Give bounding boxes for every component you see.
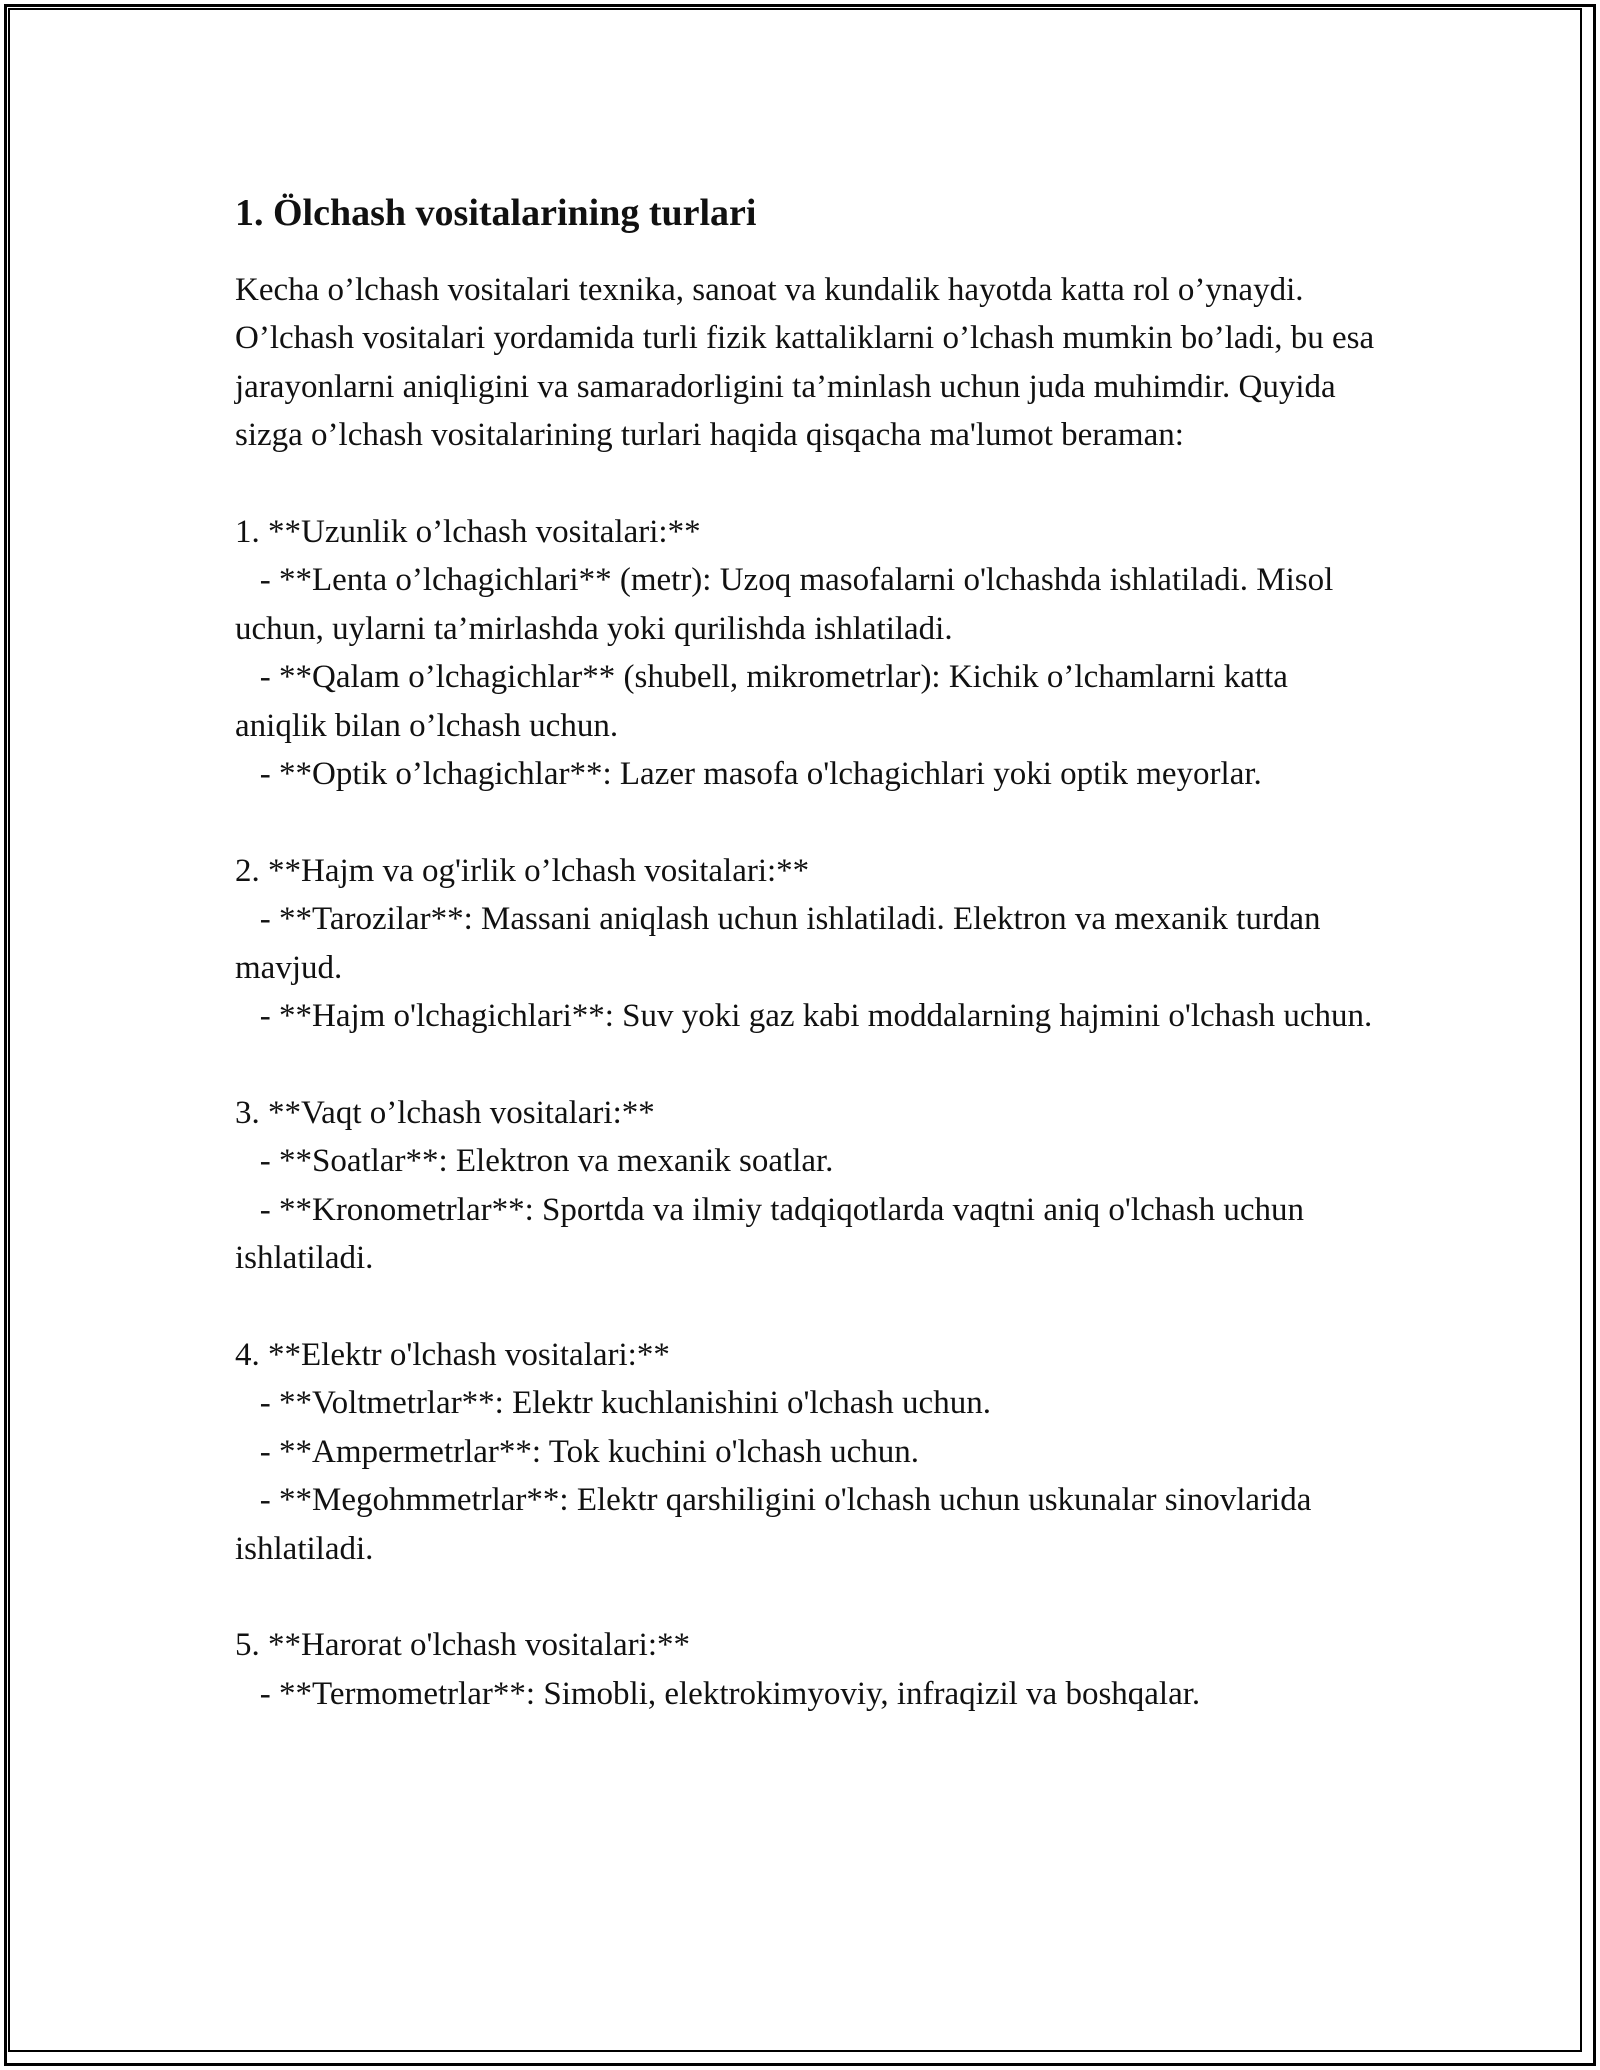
item-text: - **Termometrlar**: Simobli, elektrokimyoviy, infraqizil va boshqalar.: [259, 1675, 1201, 1712]
section-heading: 1. **Uzunlik o’lchash vositalari:**: [235, 514, 701, 551]
item-indent: [235, 998, 260, 1034]
list-item: [235, 556, 1385, 653]
item-indent: [235, 1676, 260, 1712]
item-text: - **Megohmmetrlar**: Elektr qarshiligini o'lchash uchun uskunalar sinovlarida ishlatiladi.: [235, 1482, 1312, 1567]
item-text: - **Optik o’lchagichlar**: Lazer masofa o'lchagichlari yoki optik meyorlar.: [259, 756, 1262, 793]
item-text: - **Voltmetrlar**: Elektr kuchlanishini o'lchash uchun.: [259, 1385, 991, 1422]
item-indent: [235, 1482, 260, 1518]
section-heading: 5. **Harorat o'lchash vositalari:**: [235, 1627, 690, 1664]
list-item: [235, 750, 1385, 798]
item-text: - **Qalam o’lchagichlar** (shubell, mikrometrlar): Kichik o’lchamlarni katta aniqlik bilan o’lchash uchun.: [235, 659, 1288, 744]
document-body: [235, 188, 1385, 1718]
item-indent: [235, 756, 260, 792]
list-item: [235, 1379, 1385, 1427]
item-text: - **Tarozilar**: Massani aniqlash uchun ishlatiladi. Elektron va mexanik turdan mavjud.: [235, 901, 1321, 986]
intro-paragraph: Kecha o’lchash vositalari texnika, sanoat va kundalik hayotda katta rol o’ynaydi. O’lchash vositalari yordamida turli fizik kattaliklarni o’lchash mumkin bo’ladi, bu esa jarayonlarni aniqligini va samaradorligini ta’minlash uchun juda muhimdir. Quyida sizga o’lchash vositalarining turlari haqida qisqacha ma'lumot beraman:: [235, 272, 1375, 454]
item-indent: [235, 562, 260, 598]
sections-list: [235, 508, 1385, 1718]
list-item: [235, 1476, 1385, 1573]
list-item: [235, 1428, 1385, 1476]
list-item: [235, 1137, 1385, 1185]
item-text: - **Lenta o’lchagichlari** (metr): Uzoq masofalarni o'lchashda ishlatiladi. Misol uchun, uylarni ta’mirlashda yoki qurilishda ishlatiladi.: [235, 562, 1334, 647]
item-indent: [235, 1385, 260, 1421]
item-text: - **Soatlar**: Elektron va mexanik soatlar.: [259, 1143, 834, 1180]
item-text: - **Kronometrlar**: Sportda va ilmiy tadqiqotlarda vaqtni aniq o'lchash uchun ishlatiladi.: [235, 1191, 1305, 1277]
list-item: [235, 895, 1385, 992]
section-heading: 2. **Hajm va og'irlik o’lchash vositalari:**: [235, 852, 810, 889]
list-item: [235, 992, 1385, 1040]
item-text: - **Ampermetrlar**: Tok kuchini o'lchash uchun.: [259, 1433, 919, 1470]
section-heading: 4. **Elektr o'lchash vositalari:**: [235, 1336, 670, 1373]
section: [235, 508, 1385, 798]
list-item: [235, 1186, 1385, 1283]
item-indent: [235, 1192, 260, 1228]
item-text: - **Hajm o'lchagichlari**: Suv yoki gaz kabi moddalarning hajmini o'lchash uchun.: [259, 998, 1373, 1035]
section: [235, 1089, 1385, 1283]
document-title: 1. Ölchash vositalarining turlari: [235, 192, 757, 234]
list-item: [235, 1670, 1385, 1718]
item-indent: [235, 659, 260, 695]
section: [235, 847, 1385, 1041]
item-indent: [235, 1143, 260, 1179]
section: [235, 1621, 1385, 1718]
item-indent: [235, 1434, 260, 1470]
item-indent: [235, 901, 260, 937]
section: [235, 1331, 1385, 1573]
list-item: [235, 653, 1385, 750]
section-heading: 3. **Vaqt o’lchash vositalari:**: [235, 1094, 655, 1131]
